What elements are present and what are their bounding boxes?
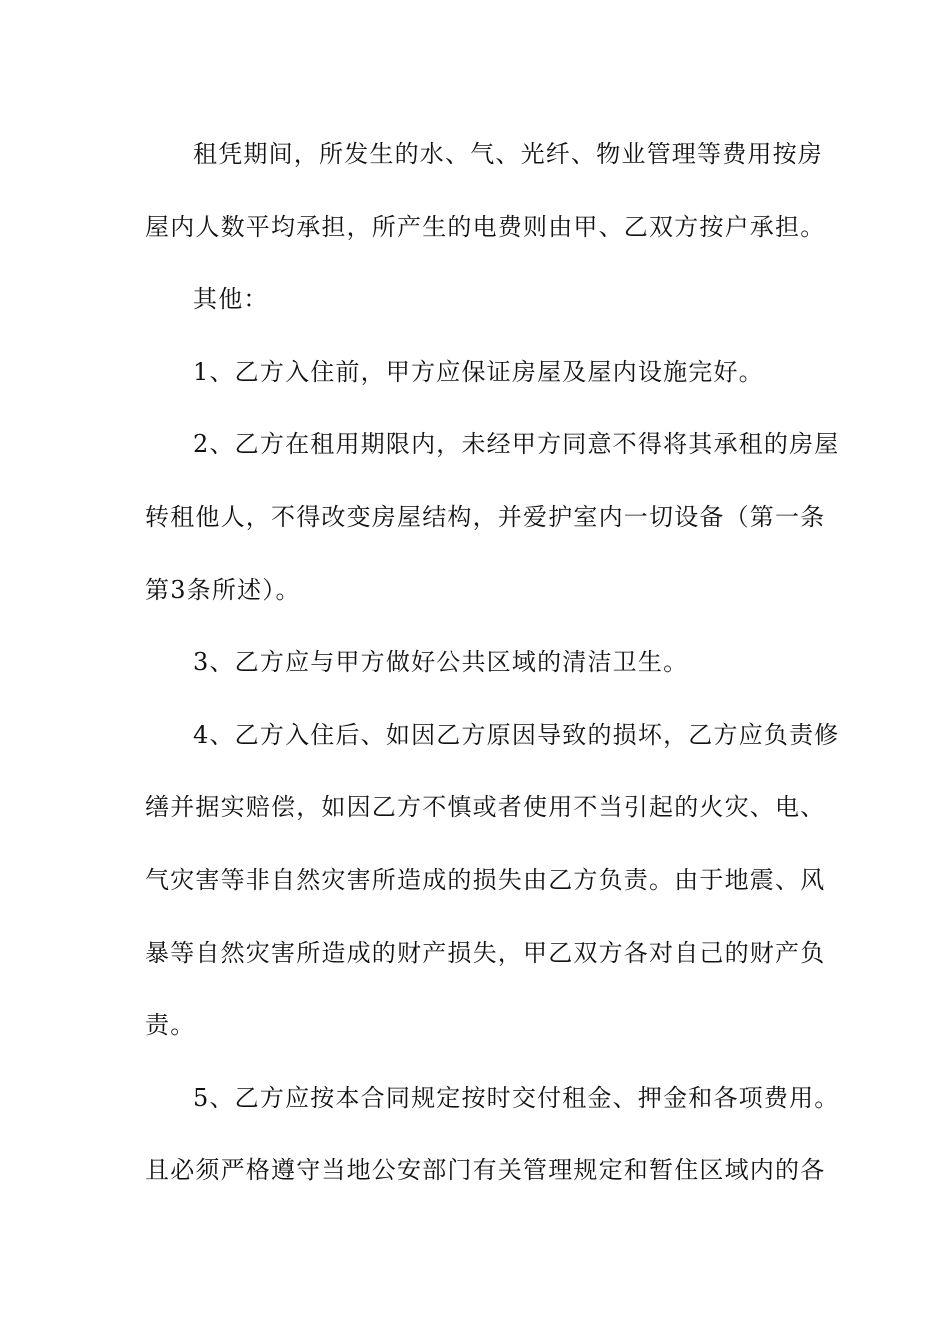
- clause-4-line: 责。: [145, 1011, 196, 1040]
- clause-4-line: 缮并据实赔偿，如因乙方不慎或者使用不当引起的火灾、电、: [145, 793, 826, 822]
- section-heading: 其他：: [193, 285, 269, 314]
- clause-3-line: 3、乙方应与甲方做好公共区域的清洁卫生。: [193, 648, 689, 677]
- clause-1-line: 1、乙方入住前，甲方应保证房屋及屋内设施完好。: [193, 357, 764, 386]
- clause-5-line: 5、乙方应按本合同规定按时交付租金、押金和各项费用。: [193, 1083, 840, 1112]
- clause-2-line: 第3条所述）。: [145, 575, 301, 604]
- paragraph-line: 租凭期间，所发生的水、气、光纤、物业管理等费用按房: [193, 140, 823, 168]
- document-body: [145, 130, 840, 1219]
- clause-2-line: 转租他人，不得改变房屋结构，并爱护室内一切设备（第一条: [145, 502, 826, 531]
- clause-5-line: 且必须严格遵守当地公安部门有关管理规定和暂住区域内的各: [145, 1156, 826, 1185]
- clause-2-line: 2、乙方在租用期限内，未经甲方同意不得将其承租的房屋: [193, 430, 840, 459]
- clause-4-line: 4、乙方入住后、如因乙方原因导致的损坏，乙方应负责修: [193, 720, 840, 749]
- paragraph-line: 屋内人数平均承担，所产生的电费则由甲、乙双方按户承担。: [145, 212, 826, 241]
- clause-4-line: 气灾害等非自然灾害所造成的损失由乙方负责。由于地震、风: [145, 865, 826, 894]
- clause-4-line: 暴等自然灾害所造成的财产损失，甲乙双方各对自己的财产负: [145, 938, 826, 967]
